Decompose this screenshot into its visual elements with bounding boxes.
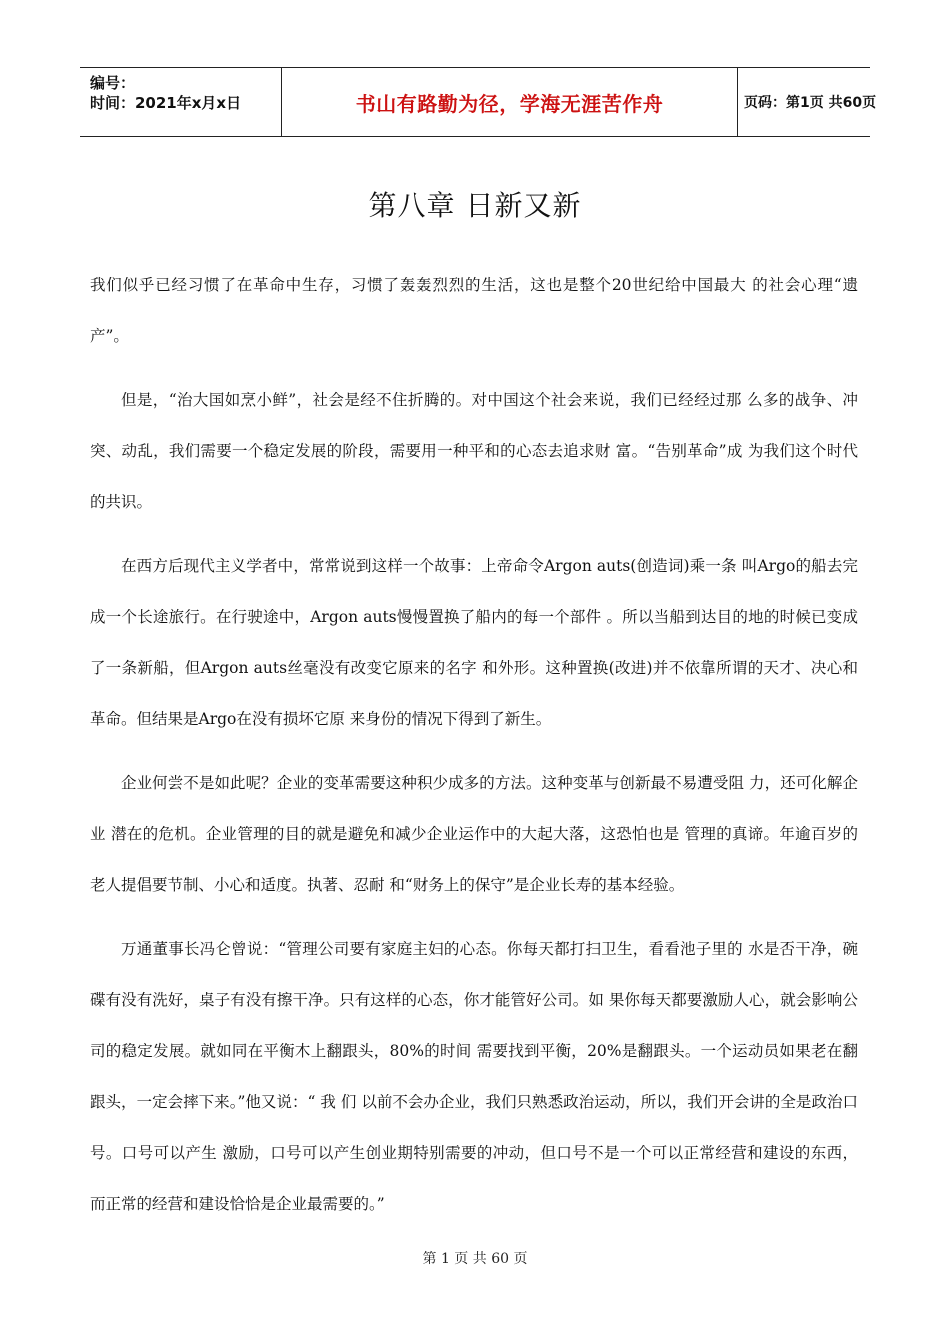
document-time-label: 时间：2021年x月x日 [90,94,242,112]
document-number-label: 编号： [90,74,136,92]
motto-text: 书山有路勤为径，学海无涯苦作舟 [355,91,664,116]
body-paragraph: 在西方后现代主义学者中，常常说到这样一个故事：上帝命令Argon auts(创造词)乘一条 叫Argo的船去完成一个长途旅行。在行驶途中，Argon auts慢慢置换了船内的每一个部件 。所以当船到达目的地的时候已变成了一条新船，但Argon auts丝毫没有改变它原来的名字 和外形。这种置换(改进)并不依靠所谓的天才、决心和革命。但结果是Argo在没有损坏它原 来身份的情况下得到了新生。 [90,557,858,728]
header-info-cell [80,68,281,136]
header-page-cell [738,68,876,136]
body-paragraph: 企业何尝不是如此呢？企业的变革需要这种积少成多的方法。这种变革与创新最不易遭受阻 力，还可化解企业 潜在的危机。企业管理的目的就是避免和减少企业运作中的大起大落，这恐怕也是 管理的真谛。年逾百岁的老人提倡要节制、小心和适度。执著、忍耐 和“财务上的保守”是企业长寿的基本经验。 [90,774,858,894]
page-code: 页码：第1页 共60页 [744,95,877,111]
body-paragraph: 万通董事长冯仑曾说：“管理公司要有家庭主妇的心态。你每天都打扫卫生，看看池子里的 水是否干净，碗碟有没有洗好，桌子有没有擦干净。只有这样的心态，你才能管好公司。如 果你每天都要激励人心，就会影响公司的稳定发展。就如同在平衡木上翻跟头，80%的时间 需要找到平衡，20%是翻跟头。一个运动员如果老在翻跟头，一定会摔下来。”他又说：“ 我 们 以前不会办企业，我们只熟悉政治运动，所以，我们开会讲的全是政治口号。口号可以产生 激励，口号可以产生创业期特别需要的冲动，但口号不是一个可以正常经营和建设的东西， 而正常的经营和建设恰恰是企业最需要的。” [90,940,858,1213]
body-paragraph: 我们似乎已经习惯了在革命中生存，习惯了轰轰烈烈的生活，这也是整个20世纪给中国最大 的社会心理“遗产”。 [90,276,858,345]
page-footer: 第 1 页 共 60 页 [422,1251,528,1267]
document-body [90,260,858,1243]
chapter-title: 第八章 日新又新 [368,189,582,222]
header-table [80,67,877,137]
header-motto-cell [281,68,738,136]
body-paragraph: 但是，“治大国如烹小鲜”，社会是经不住折腾的。对中国这个社会来说，我们已经经过那 么多的战争、冲突、动乱，我们需要一个稳定发展的阶段，需要用一种平和的心态去追求财 富。“告别革命”成 为我们这个时代的共识。 [90,391,858,511]
